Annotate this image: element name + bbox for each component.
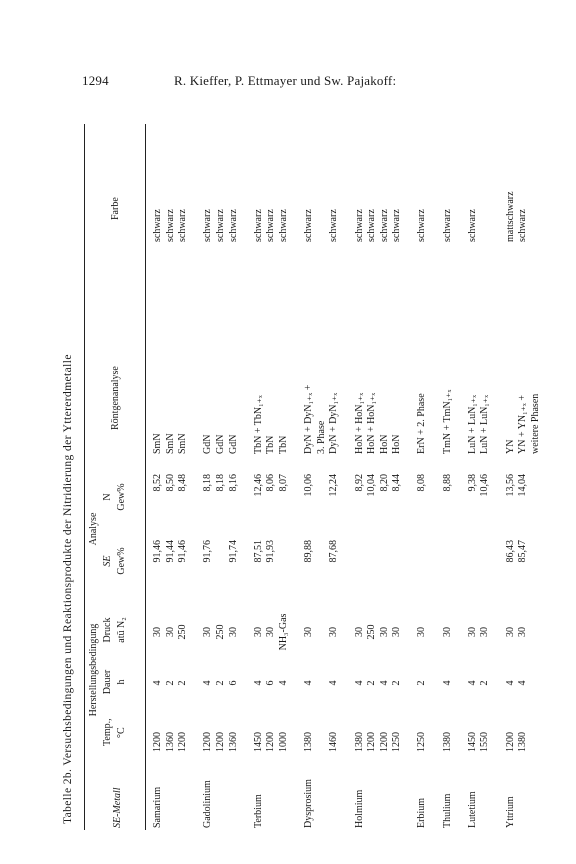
table-cell-roentgen: DyN + DyN₁₊ₓ + <box>303 384 315 454</box>
table-cell-druck <box>341 604 354 660</box>
header-metal: SE-Metall <box>112 787 123 828</box>
table-cell-temp <box>240 712 253 752</box>
table-cell-n <box>291 474 304 518</box>
table-cell-temp <box>429 712 442 752</box>
table-cell-farbe: schwarz <box>214 209 226 242</box>
table-cell-roentgen <box>429 294 442 454</box>
table-cell-metal <box>404 748 417 828</box>
table-cell-n: 10,06 <box>303 474 315 497</box>
table-cell-farbe <box>404 152 417 242</box>
table-cell-farbe: mattschwarz <box>504 191 516 242</box>
table-cell-dauer <box>291 670 304 696</box>
table-cell-metal <box>215 748 228 828</box>
table-cell-n <box>454 474 467 518</box>
table-cell-farbe <box>291 152 304 242</box>
table-cell-druck: 30 <box>353 627 365 637</box>
table-cell-dauer: 4 <box>378 680 390 686</box>
table-cell-roentgen: TbN + TbN₁₊ₓ <box>252 395 264 454</box>
table-cell-farbe: schwarz <box>416 209 428 242</box>
header-dauer: Dauer <box>102 669 113 695</box>
table-cell-roentgen: HoN <box>378 434 390 454</box>
table-cell-dauer: 4 <box>441 680 453 686</box>
table-cell-dauer: 2 <box>164 680 176 686</box>
table-cell-dauer: 4 <box>466 680 478 686</box>
table-cell-temp: 1200 <box>177 732 189 752</box>
table-cell-farbe: schwarz <box>152 209 163 242</box>
table-cell-metal <box>429 748 442 828</box>
table-cell-n: 14,04 <box>517 474 529 497</box>
table-cell-n: 13,56 <box>504 474 516 497</box>
table-cell-metal: Dysprosium <box>303 779 315 828</box>
table-cell-roentgen: HoN <box>391 434 403 454</box>
page-number: 1294 <box>82 73 109 88</box>
table-cell-se <box>240 540 253 584</box>
column-n <box>152 474 542 518</box>
table-cell-temp: 1380 <box>303 732 315 752</box>
table-cell-n <box>492 474 505 518</box>
table-cell-n: 8,20 <box>378 474 390 492</box>
table-cell-roentgen: SmN <box>164 433 176 454</box>
column-metal <box>152 748 542 828</box>
table-cell-metal <box>530 748 543 828</box>
table-cell-n <box>429 474 442 518</box>
table-cell-temp: 1460 <box>328 732 340 752</box>
table-cell-temp: 1380 <box>517 732 529 752</box>
table-cell-metal <box>177 748 190 828</box>
table-cell-farbe <box>492 152 505 242</box>
table-cell-roentgen <box>291 294 304 454</box>
table-cell-temp: 1360 <box>227 732 239 752</box>
table-cell-n: 8,92 <box>353 474 365 492</box>
table-cell-farbe: schwarz <box>366 209 378 242</box>
table-cell-temp <box>454 712 467 752</box>
column-dauer <box>152 670 542 696</box>
table-cell-dauer: 4 <box>504 680 516 686</box>
table-cell-roentgen: DyN + DyN₁₊ₓ <box>328 392 340 454</box>
table-cell-dauer: 4 <box>303 680 315 686</box>
table-cell-druck: 250 <box>366 624 378 640</box>
table-cell-se <box>278 540 291 584</box>
table-cell-temp: 1250 <box>391 732 403 752</box>
table-cell-n: 8,48 <box>177 474 189 492</box>
table-cell-druck: 250 <box>214 624 226 640</box>
table-cell-dauer: 4 <box>353 680 365 686</box>
table-cell-farbe: schwarz <box>265 209 277 242</box>
table-cell-se <box>215 540 228 584</box>
table-cell-se: 86,43 <box>504 540 516 563</box>
table-cell-roentgen: 3. Phase <box>315 420 327 454</box>
column-farbe <box>152 152 542 242</box>
table-cell-se: 91,46 <box>177 540 189 563</box>
table-cell-se <box>366 540 379 584</box>
table-cell-farbe: schwarz <box>252 209 264 242</box>
table-caption: Tabelle 2b. Versuchsbedingungen und Reaktionsprodukte der Nitridierung der Yttererdmetalle <box>62 354 74 824</box>
table-cell-druck: NH₃-Gas <box>277 613 289 651</box>
table-cell-druck <box>404 604 417 660</box>
table-cell-druck: 30 <box>378 627 390 637</box>
table-cell-roentgen: LuN + LuN₁₊ₓ <box>479 395 491 454</box>
table-cell-druck: 30 <box>391 627 403 637</box>
table-cell-farbe <box>530 152 543 242</box>
table-cell-roentgen <box>454 294 467 454</box>
table-cell-druck: 30 <box>466 627 478 637</box>
table-cell-metal: Gadolinium <box>202 780 214 828</box>
table-cell-druck: 30 <box>303 627 315 637</box>
header-temp: Temp., <box>102 718 113 746</box>
table-cell-metal: Erbium <box>416 798 428 828</box>
table-cell-dauer: 4 <box>152 680 163 686</box>
table-cell-n: 8,16 <box>227 474 239 492</box>
table-cell-n: 8,08 <box>416 474 428 492</box>
table-cell-se <box>391 540 404 584</box>
table-cell-roentgen: weitere Phasen <box>529 393 541 454</box>
header-dauer-unit: h <box>116 679 127 685</box>
table-header-rule <box>145 124 146 830</box>
table-cell-farbe: schwarz <box>227 209 239 242</box>
table-cell-farbe <box>190 152 203 242</box>
header-group-conditions: Herstellungsbedingung <box>88 623 99 717</box>
table-cell-se: 91,74 <box>227 540 239 563</box>
table-cell-metal <box>341 748 354 828</box>
table-cell-roentgen: ErN + 2. Phase <box>416 393 428 454</box>
table-cell-roentgen: GdN <box>214 434 226 454</box>
table-cell-metal: Holmium <box>353 789 365 828</box>
table-cell-roentgen: GdN <box>202 434 214 454</box>
table-cell-druck: 30 <box>479 627 491 637</box>
table-cell-temp <box>404 712 417 752</box>
header-farbe: Farbe <box>110 197 121 220</box>
table-cell-dauer <box>240 670 253 696</box>
table-cell-temp <box>316 712 329 752</box>
table-cell-farbe <box>454 152 467 242</box>
table-cell-dauer <box>190 670 203 696</box>
table-cell-roentgen: TbN <box>265 435 277 454</box>
table-cell-dauer <box>530 670 543 696</box>
table-cell-dauer: 6 <box>227 680 239 686</box>
table-cell-se <box>354 540 367 584</box>
table-cell-temp: 1200 <box>366 732 378 752</box>
table-cell-roentgen: HoN + HoN₁₊ₓ <box>366 392 378 454</box>
table-cell-se <box>291 540 304 584</box>
table-cell-druck <box>454 604 467 660</box>
table-cell-temp: 1000 <box>277 732 289 752</box>
table-cell-farbe: schwarz <box>164 209 176 242</box>
table-cell-roentgen: TmN + TmN₁₊ₓ <box>441 389 453 454</box>
table-cell-temp: 1450 <box>466 732 478 752</box>
table-cell-se <box>316 540 329 584</box>
table-cell-metal: Terbium <box>252 794 264 828</box>
table-cell-dauer: 2 <box>416 680 428 686</box>
table-cell-metal: Thulium <box>441 793 453 828</box>
table-cell-temp: 1550 <box>479 732 491 752</box>
table-cell-n: 8,18 <box>214 474 226 492</box>
header-n-unit: Gew% <box>116 483 127 511</box>
table-cell-temp: 1450 <box>252 732 264 752</box>
table-cell-metal <box>454 748 467 828</box>
table-cell-roentgen: GdN <box>227 434 239 454</box>
table-cell-temp: 1200 <box>202 732 214 752</box>
table-cell-druck: 30 <box>152 627 163 637</box>
table-cell-dauer: 4 <box>202 680 214 686</box>
table-cell-dauer <box>404 670 417 696</box>
table-cell-farbe <box>316 152 329 242</box>
table-cell-temp <box>492 712 505 752</box>
table-cell-farbe: schwarz <box>517 209 529 242</box>
table-cell-farbe <box>240 152 253 242</box>
table-cell-roentgen: SmN <box>152 433 163 454</box>
table-cell-se: 85,47 <box>517 540 529 563</box>
table-cell-farbe: schwarz <box>353 209 365 242</box>
header-roentgen: Röntgenanalyse <box>110 366 121 430</box>
table-cell-n: 8,06 <box>265 474 277 492</box>
table-cell-dauer: 2 <box>177 680 189 686</box>
column-roentgen <box>152 294 542 454</box>
table-cell-druck <box>492 604 505 660</box>
table-cell-se: 91,93 <box>265 540 277 563</box>
column-temp <box>152 712 542 752</box>
table-cell-metal <box>190 748 203 828</box>
table-cell-n <box>341 474 354 518</box>
table-top-rule <box>84 124 85 830</box>
table-cell-dauer: 4 <box>328 680 340 686</box>
header-temp-unit: °C <box>116 727 127 738</box>
table-cell-druck: 30 <box>164 627 176 637</box>
table-cell-dauer: 6 <box>265 680 277 686</box>
table-cell-druck: 30 <box>517 627 529 637</box>
column-druck <box>152 604 542 660</box>
table-cell-metal <box>391 748 404 828</box>
table-cell-n: 10,46 <box>479 474 491 497</box>
table-cell-se <box>404 540 417 584</box>
table-cell-se <box>479 540 492 584</box>
header-druck: Druck <box>102 617 113 643</box>
table-cell-n: 8,88 <box>441 474 453 492</box>
table-cell-metal: Lutetium <box>466 791 478 828</box>
table-cell-druck: 30 <box>441 627 453 637</box>
table-cell-n <box>404 474 417 518</box>
running-header-authors: R. Kieffer, P. Ettmayer und Sw. Pajakoff: <box>174 73 397 88</box>
table-cell-se <box>429 540 442 584</box>
table-cell-dauer: 4 <box>517 680 529 686</box>
table-cell-temp: 1200 <box>378 732 390 752</box>
table-cell-druck <box>291 604 304 660</box>
table-cell-druck <box>316 604 329 660</box>
table-cell-metal <box>379 748 392 828</box>
table-cell-farbe: schwarz <box>303 209 315 242</box>
table-cell-farbe <box>479 152 492 242</box>
table-cell-metal <box>479 748 492 828</box>
table-cell-n: 8,50 <box>164 474 176 492</box>
table-cell-dauer <box>429 670 442 696</box>
rotated-table-page <box>60 120 541 830</box>
table-cell-n: 8,18 <box>202 474 214 492</box>
table-cell-n <box>240 474 253 518</box>
table-cell-druck: 30 <box>265 627 277 637</box>
table-cell-roentgen <box>341 294 354 454</box>
table-cell-temp: 1380 <box>441 732 453 752</box>
table-cell-temp: 1200 <box>504 732 516 752</box>
table-cell-dauer: 4 <box>277 680 289 686</box>
table-cell-roentgen: LuN + LuN₁₊ₓ <box>466 395 478 454</box>
table-cell-n <box>530 474 543 518</box>
table-cell-se: 87,51 <box>252 540 264 563</box>
table-cell-se <box>341 540 354 584</box>
column-se <box>152 540 542 584</box>
table-cell-n <box>316 474 329 518</box>
table-cell-druck: 30 <box>416 627 428 637</box>
table-cell-druck: 30 <box>252 627 264 637</box>
table-cell-roentgen <box>190 294 203 454</box>
table-cell-druck <box>530 604 543 660</box>
table-cell-se: 87,68 <box>328 540 340 563</box>
table-cell-metal <box>291 748 304 828</box>
table-cell-druck: 30 <box>328 627 340 637</box>
table-cell-n <box>190 474 203 518</box>
table-cell-farbe: schwarz <box>277 209 289 242</box>
table-cell-dauer: 2 <box>214 680 226 686</box>
table-cell-farbe <box>429 152 442 242</box>
table-cell-n: 8,52 <box>152 474 163 492</box>
table-cell-metal <box>366 748 379 828</box>
table-cell-farbe: schwarz <box>466 209 478 242</box>
table-cell-roentgen <box>404 294 417 454</box>
table-cell-farbe: schwarz <box>177 209 189 242</box>
table-cell-metal: Yttrium <box>504 796 516 828</box>
header-druck-unit: atü N₂ <box>116 617 127 643</box>
table-cell-druck <box>429 604 442 660</box>
table-cell-se <box>530 540 543 584</box>
table-cell-se: 91,76 <box>202 540 214 563</box>
table-cell-se <box>454 540 467 584</box>
table-cell-temp <box>291 712 304 752</box>
table-cell-metal <box>165 748 178 828</box>
table-cell-farbe: schwarz <box>378 209 390 242</box>
table-cell-metal <box>316 748 329 828</box>
table-cell-se <box>492 540 505 584</box>
table-cell-dauer <box>316 670 329 696</box>
table-cell-n: 12,46 <box>252 474 264 497</box>
table-cell-roentgen: TbN <box>277 435 289 454</box>
table-cell-n: 8,07 <box>277 474 289 492</box>
table-cell-dauer <box>454 670 467 696</box>
table-cell-temp: 1200 <box>265 732 277 752</box>
table-cell-se: 91,46 <box>152 540 163 563</box>
table-cell-druck <box>190 604 203 660</box>
table-cell-metal <box>265 748 278 828</box>
table-cell-temp <box>190 712 203 752</box>
table-cell-farbe: schwarz <box>202 209 214 242</box>
table-cell-temp <box>530 712 543 752</box>
table-cell-druck: 30 <box>227 627 239 637</box>
table-cell-n: 10,04 <box>366 474 378 497</box>
table-cell-metal: Samarium <box>152 786 163 828</box>
table-cell-temp: 1250 <box>416 732 428 752</box>
table-cell-se: 91,44 <box>164 540 176 563</box>
table-cell-temp: 1200 <box>214 732 226 752</box>
table-cell-roentgen <box>492 294 505 454</box>
table-cell-farbe <box>341 152 354 242</box>
table-cell-metal <box>492 748 505 828</box>
table-cell-n: 9,38 <box>466 474 478 492</box>
header-se: SE <box>102 555 113 567</box>
table-cell-dauer: 2 <box>391 680 403 686</box>
table-cell-druck <box>240 604 253 660</box>
table-cell-metal <box>517 748 530 828</box>
table-cell-druck: 30 <box>202 627 214 637</box>
table-cell-roentgen: YN + YN₁₊ₓ + <box>517 395 529 454</box>
table-cell-metal <box>240 748 253 828</box>
table-cell-dauer: 4 <box>252 680 264 686</box>
table-cell-dauer <box>492 670 505 696</box>
table-cell-farbe: schwarz <box>328 209 340 242</box>
table-cell-dauer: 2 <box>366 680 378 686</box>
table-cell-se <box>416 540 429 584</box>
table-cell-roentgen: SmN <box>177 433 189 454</box>
header-n: N <box>102 493 113 501</box>
table-cell-roentgen: YN <box>504 439 516 454</box>
table-cell-se <box>442 540 455 584</box>
table-cell-metal <box>278 748 291 828</box>
table-cell-druck: 30 <box>504 627 516 637</box>
table-cell-temp: 1200 <box>152 732 163 752</box>
table-cell-temp: 1360 <box>164 732 176 752</box>
table-cell-roentgen: HoN + HoN₁₊ₓ <box>353 392 365 454</box>
table-cell-se <box>467 540 480 584</box>
header-se-unit: Gew% <box>116 547 127 575</box>
table-cell-se <box>379 540 392 584</box>
table-cell-temp: 1380 <box>353 732 365 752</box>
table-cell-n: 8,44 <box>391 474 403 492</box>
table-cell-temp <box>341 712 354 752</box>
table-cell-metal <box>328 748 341 828</box>
table-cell-se <box>190 540 203 584</box>
table-cell-farbe: schwarz <box>391 209 403 242</box>
table-cell-roentgen <box>240 294 253 454</box>
table-cell-druck: 250 <box>177 624 189 640</box>
header-group-analysis: Analyse <box>88 512 99 546</box>
table-cell-dauer <box>341 670 354 696</box>
table-cell-dauer: 2 <box>479 680 491 686</box>
table-cell-se: 89,88 <box>303 540 315 563</box>
table-cell-farbe: schwarz <box>441 209 453 242</box>
table-cell-n: 12,24 <box>328 474 340 497</box>
table-cell-metal <box>228 748 241 828</box>
